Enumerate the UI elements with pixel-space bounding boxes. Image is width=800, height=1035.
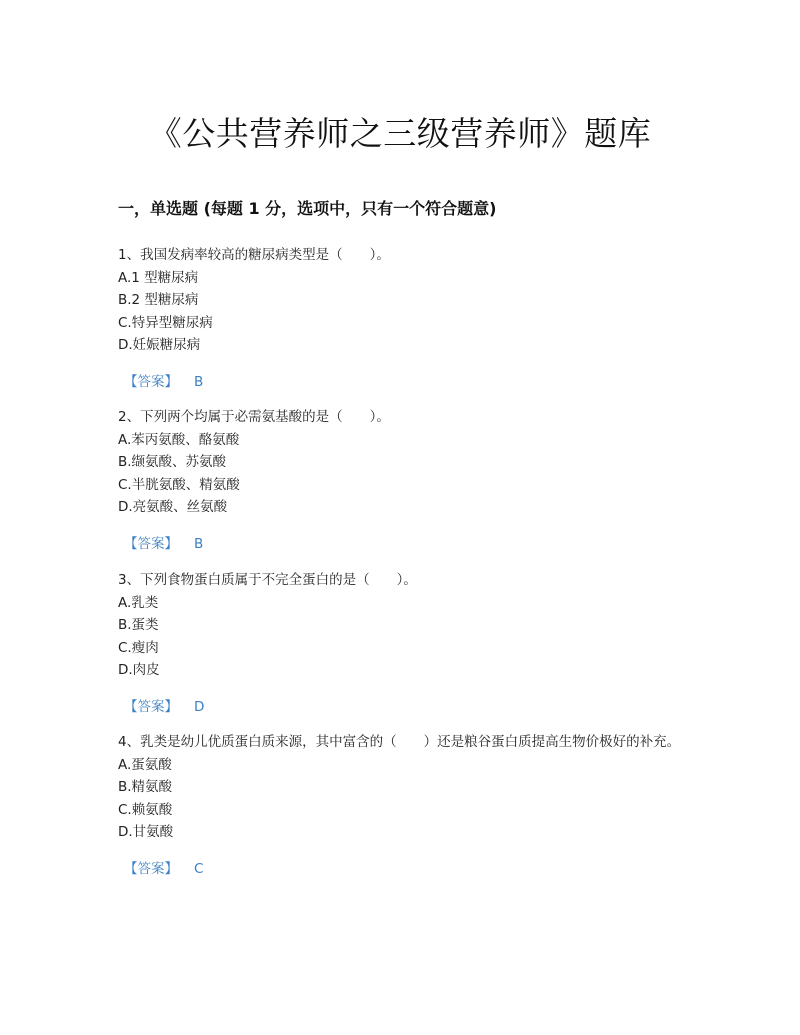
option-b: B.蛋类 <box>118 617 159 633</box>
question-stem: 3、下列食物蛋白质属于不完全蛋白的是（ ）。 <box>118 572 417 588</box>
option-a: A.1 型糖尿病 <box>118 269 199 286</box>
option-a: A.苯丙氨酸、酪氨酸 <box>118 431 240 448</box>
option-b: B.精氨酸 <box>118 779 173 795</box>
answer-line <box>118 696 688 719</box>
answer-value: B <box>194 535 204 552</box>
answer-label: 【答案】 <box>124 373 178 390</box>
option-d: D.肉皮 <box>118 662 160 678</box>
question-stem: 4、乳类是幼儿优质蛋白质来源，其中富含的（ ）还是粮谷蛋白质提高生物价极好的补充。 <box>118 734 681 750</box>
option-c: C.瘦肉 <box>118 639 159 656</box>
answer-line <box>118 533 688 556</box>
question-1 <box>118 244 688 393</box>
answer-label: 【答案】 <box>124 698 178 715</box>
answer-value: B <box>194 373 204 390</box>
answer-line <box>118 371 688 394</box>
answer-line <box>118 858 688 881</box>
option-d: D.亮氨酸、丝氨酸 <box>118 499 228 515</box>
option-a: A.蛋氨酸 <box>118 756 172 773</box>
option-b: B.2 型糖尿病 <box>118 292 199 308</box>
option-c: C.赖氨酸 <box>118 801 173 818</box>
option-a: A.乳类 <box>118 594 159 611</box>
answer-label: 【答案】 <box>124 535 178 552</box>
section-heading: 一，单选题 (每题 1 分，选项中，只有一个符合题意) <box>118 199 497 218</box>
option-d: D.甘氨酸 <box>118 824 174 840</box>
question-stem: 2、下列两个均属于必需氨基酸的是（ ）。 <box>118 409 390 425</box>
question-stem: 1、我国发病率较高的糖尿病类型是（ ）。 <box>118 247 390 263</box>
document-title: 《公共营养师之三级营养师》题库 <box>148 114 652 153</box>
answer-value: C <box>194 860 204 877</box>
answer-label: 【答案】 <box>124 860 178 877</box>
question-4 <box>118 731 688 880</box>
option-c: C.特异型糖尿病 <box>118 314 213 331</box>
answer-value: D <box>194 698 205 715</box>
question-2 <box>118 406 688 555</box>
option-d: D.妊娠糖尿病 <box>118 337 201 353</box>
option-c: C.半胱氨酸、精氨酸 <box>118 476 240 493</box>
option-b: B.缬氨酸、苏氨酸 <box>118 454 227 470</box>
question-3 <box>118 569 688 718</box>
